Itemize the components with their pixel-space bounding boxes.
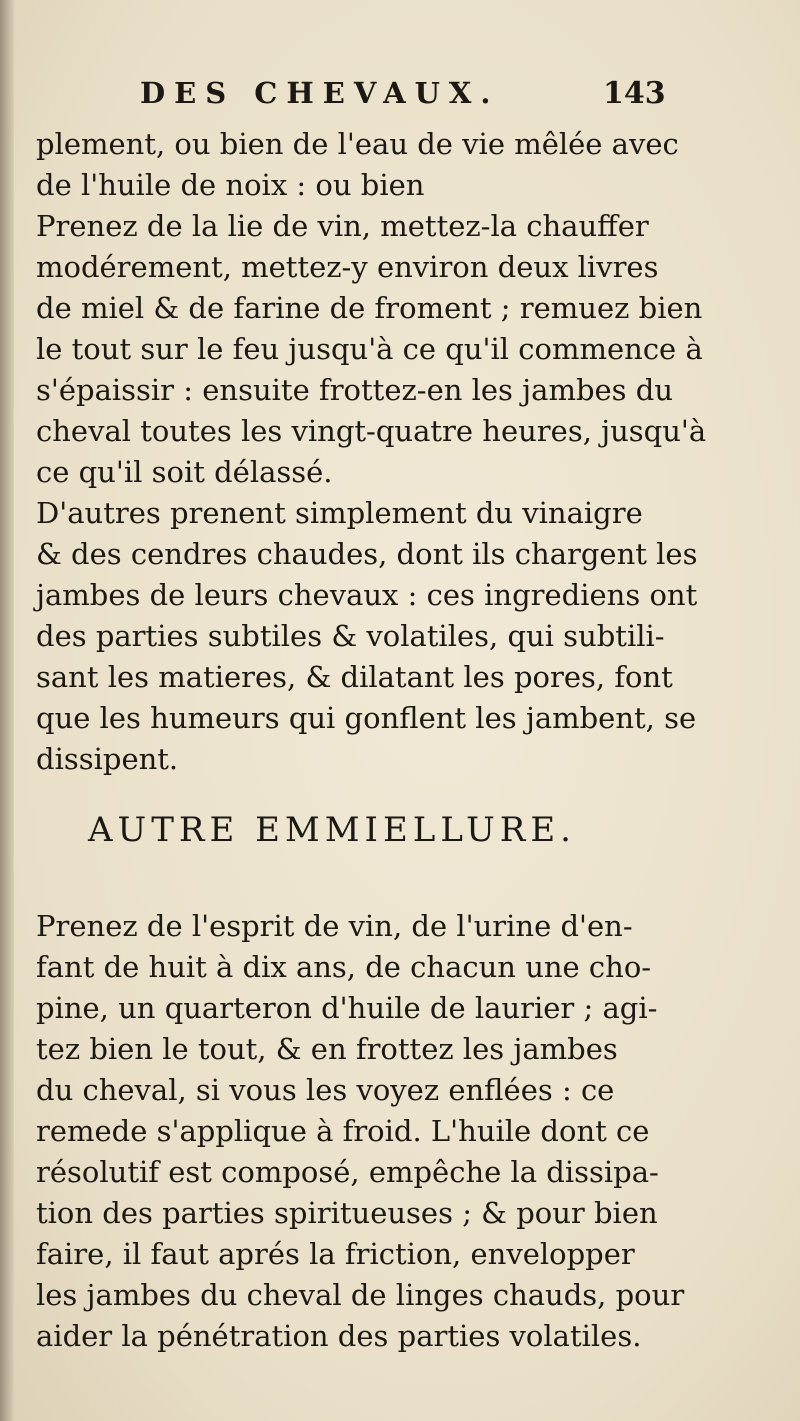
text-line: pine, un quarteron d'huile de laurier ; agi- [36, 991, 658, 1025]
page-header [0, 76, 800, 126]
text-line: tion des parties spiritueuses ; & pour bien [36, 1196, 658, 1230]
text-line: cheval toutes les vingt-quatre heures, jusqu'à [36, 414, 707, 448]
text-line: dissipent. [36, 742, 179, 776]
text-line: du cheval, si vous les voyez enflées : ce [36, 1073, 615, 1107]
text-line: de l'huile de noix : ou bien [36, 168, 425, 202]
text-line: jambes de leurs chevaux : ces ingrediens ont [36, 578, 698, 612]
page-gutter [0, 0, 14, 1421]
section-title: AUTRE EMMIELLURE. [88, 810, 576, 850]
text-line: modérement, mettez-y environ deux livres [36, 250, 659, 284]
text-line: ce qu'il soit délassé. [36, 455, 333, 489]
text-line: Prenez de la lie de vin, mettez-la chauffer [36, 209, 649, 243]
text-line: tez bien le tout, & en frottez les jambes [36, 1032, 618, 1066]
running-head: DES CHEVAUX. [140, 76, 500, 110]
text-line: le tout sur le feu jusqu'à ce qu'il commence à [36, 332, 703, 366]
text-line: D'autres prenent simplement du vinaigre [36, 496, 643, 530]
text-line: sant les matieres, & dilatant les pores, font [36, 660, 673, 694]
text-line: résolutif est composé, empêche la dissipa- [36, 1155, 659, 1189]
text-line: que les humeurs qui gonflent les jambent, se [36, 701, 697, 735]
spacer [36, 880, 676, 906]
text-line: faire, il faut aprés la friction, envelopper [36, 1237, 635, 1271]
text-line: fant de huit à dix ans, de chacun une cho- [36, 950, 652, 984]
text-block [36, 124, 707, 1357]
text-line: & des cendres chaudes, dont ils chargent les [36, 537, 698, 571]
text-line: aider la pénétration des parties volatiles. [36, 1319, 642, 1353]
text-line: des parties subtiles & volatiles, qui subtili- [36, 619, 665, 653]
text-line: plement, ou bien de l'eau de vie mêlée avec [36, 127, 679, 161]
page-number: 143 [603, 76, 666, 111]
text-line: remede s'applique à froid. L'huile dont ce [36, 1114, 650, 1148]
text-line: Prenez de l'esprit de vin, de l'urine d'en- [36, 909, 633, 943]
text-line: les jambes du cheval de linges chauds, pour [36, 1278, 685, 1312]
text-line: s'épaissir : ensuite frottez-en les jambes du [36, 373, 674, 407]
text-line: de miel & de farine de froment ; remuez bien [36, 291, 703, 325]
